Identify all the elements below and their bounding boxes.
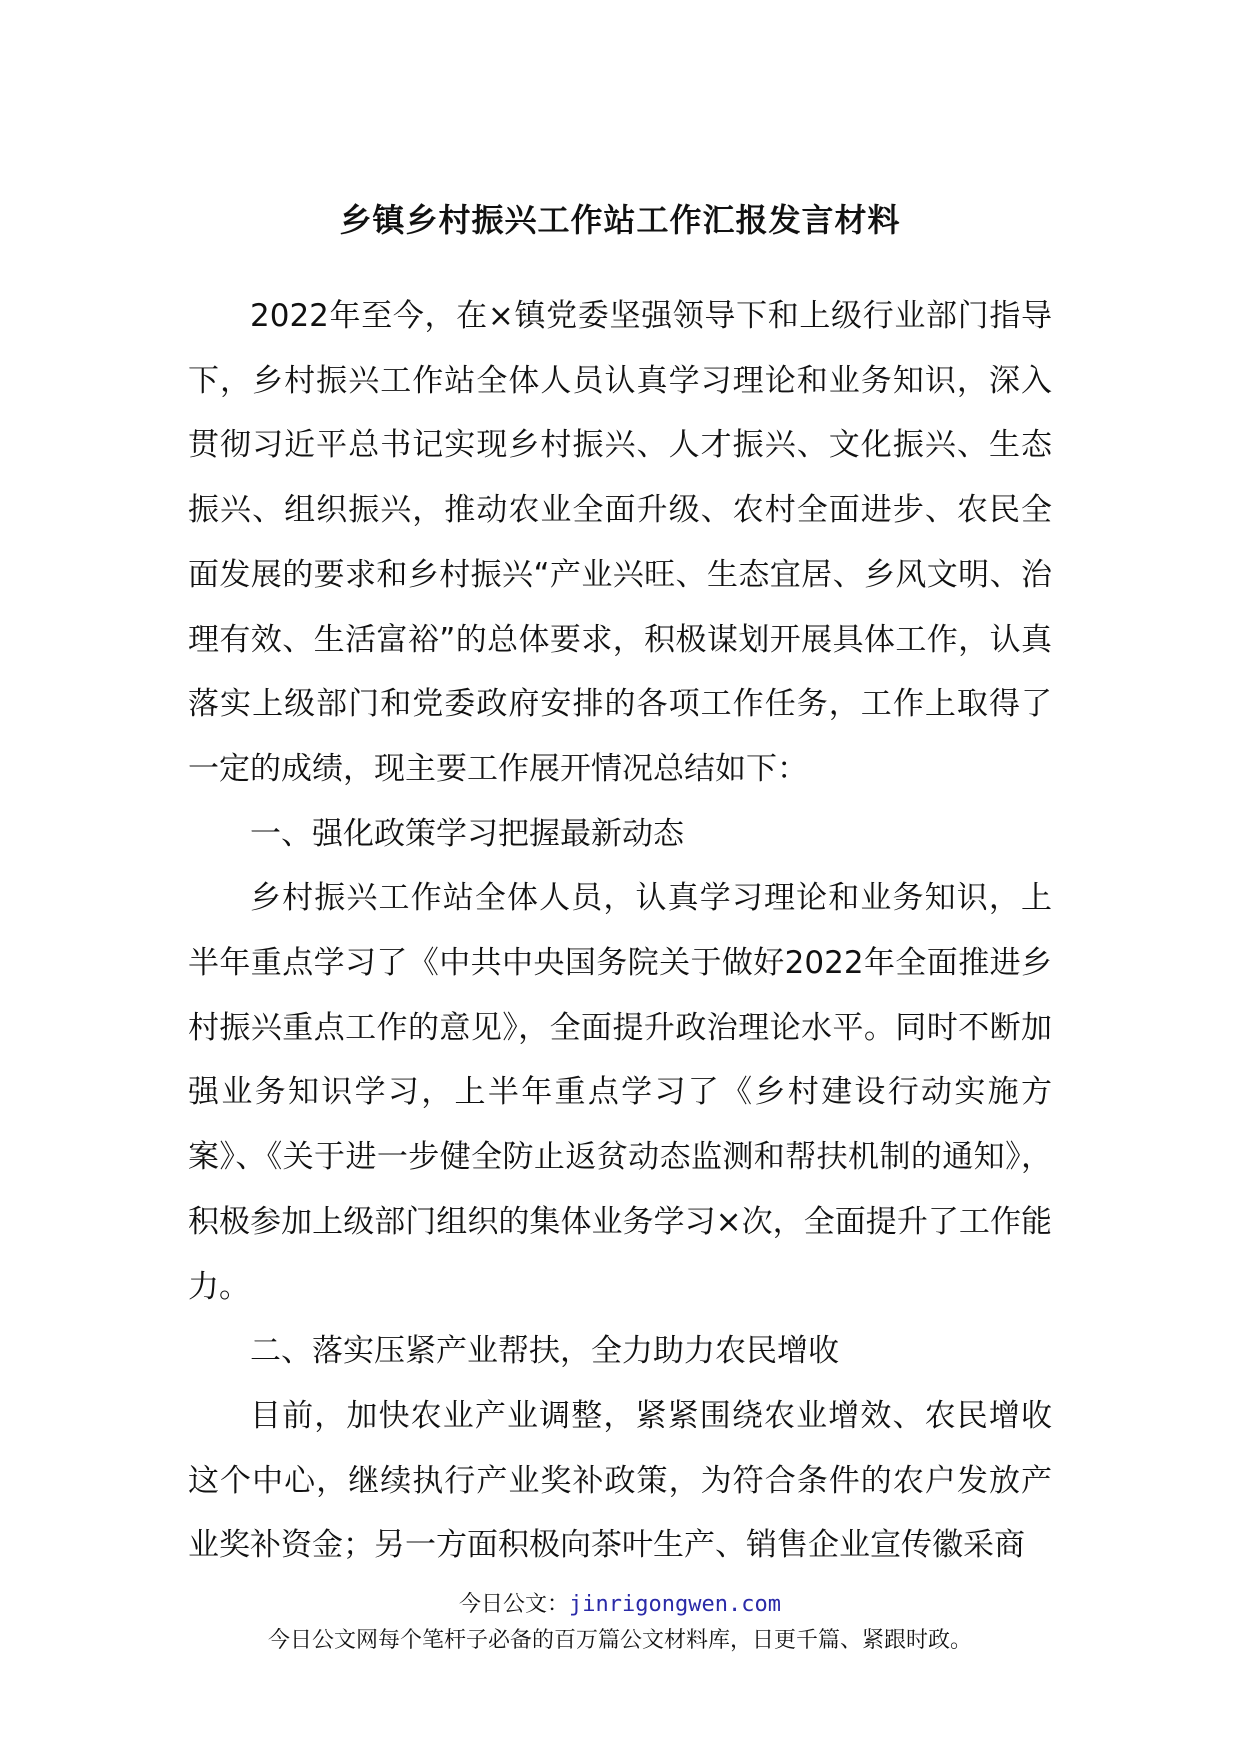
section-heading-1: 一、强化政策学习把握最新动态 — [250, 815, 684, 852]
section-heading-2: 二、落实压紧产业帮扶，全力助力农民增收 — [250, 1333, 839, 1370]
paragraph-intro: 2022年至今，在×镇党委坚强领导下和上级行业部门指导下，乡村振兴工作站全体人员认真学习理论和业务知识，深入贯彻习近平总书记实现乡村振兴、人才振兴、文化振兴、生态振兴、组织振兴，推动农业全面升级、农村全面进步、农民全面发展的要求和乡村振兴“产业兴旺、生态宜居、乡风文明、治理有效、生活富裕”的总体要求，积极谋划开展具体工作，认真落实上级部门和党委政府安排的各项工作任务，工作上取得了一定的成绩，现主要工作展开情况总结如下： — [188, 298, 1052, 787]
paragraph-section-1: 乡村振兴工作站全体人员，认真学习理论和业务知识，上半年重点学习了《中共中央国务院关于做好2022年全面推进乡村振兴重点工作的意见》，全面提升政治理论水平。同时不断加强业务知识学习，上半年重点学习了《乡村建设行动实施方案》、《关于进一步健全防止返贫动态监测和帮扶机制的通知》，积极参加上级部门组织的集体业务学习×次，全面提升了工作能力。 — [188, 880, 1052, 1305]
document-title: 乡镇乡村振兴工作站工作汇报发言材料 — [339, 201, 901, 239]
footer-source — [0, 1588, 1240, 1622]
paragraph-section-2: 目前，加快农业产业调整，紧紧围绕农业增效、农民增收这个中心，继续执行产业奖补政策，为符合条件的农户发放产业奖补资金；另一方面积极向茶叶生产、销售企业宣传徽采商 — [188, 1397, 1052, 1564]
footer-slogan: 今日公文网每个笔杆子必备的百万篇公文材料库，日更千篇、紧跟时政。 — [267, 1628, 972, 1653]
footer-source-label: 今日公文： — [459, 1592, 570, 1617]
document-body — [188, 284, 1052, 1578]
footer-site-link[interactable]: jinrigongwen.com — [569, 1592, 781, 1617]
